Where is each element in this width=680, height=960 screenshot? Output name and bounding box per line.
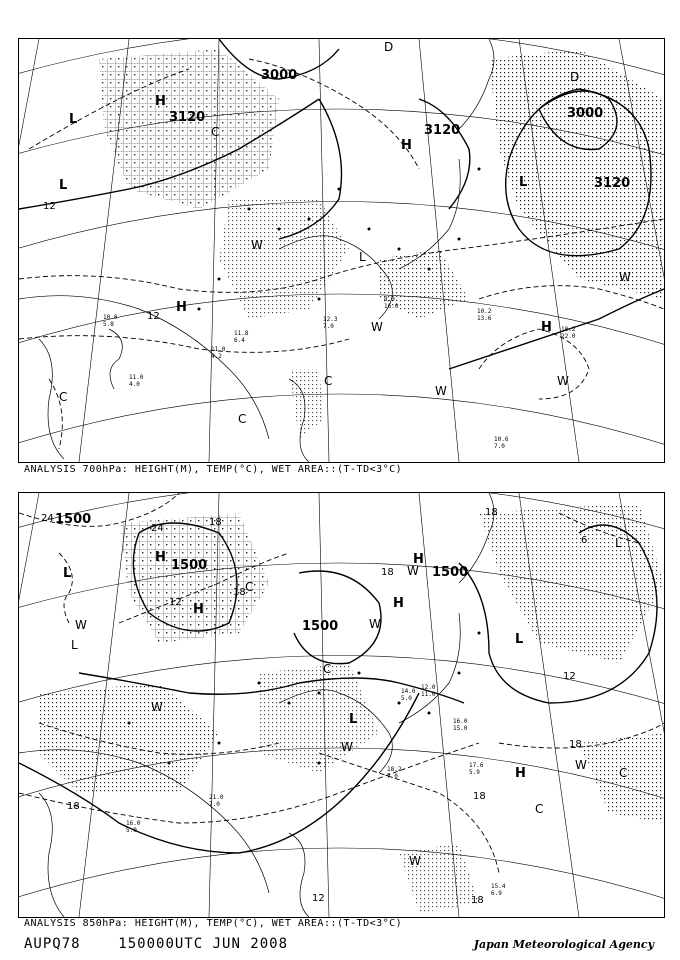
warm-marker: W [371, 320, 383, 334]
isotherm-label: 6 [581, 535, 588, 546]
isotherm-label: 18 [471, 895, 484, 906]
height-label: 3120 [594, 176, 631, 191]
station-obs: 11.0 4.0 [129, 374, 144, 388]
isotherm-label: 18 [381, 567, 394, 578]
isotherm-label: 18 [485, 507, 498, 518]
station-obs: 12.3 7.0 [323, 316, 338, 330]
warm-marker: W [251, 238, 263, 252]
map-panel-850hpa [18, 492, 665, 918]
station-obs: 12.0 11.0 [421, 684, 436, 698]
station-obs: 10.2 13.6 [477, 308, 492, 322]
station-obs: 14.0 5.0 [401, 688, 416, 702]
isotherm-label: 18 [233, 587, 246, 598]
height-label: 3120 [424, 123, 461, 138]
warm-marker: W [407, 564, 419, 578]
high-center: H [413, 552, 424, 567]
isotherm-label: 18 [473, 791, 486, 802]
height-label: 1500 [432, 565, 469, 580]
isotherm-label: 18 [569, 739, 582, 750]
station-obs: 15.4 6.9 [491, 883, 506, 897]
warm-marker: W [75, 618, 87, 632]
low-center: L [519, 175, 528, 190]
cold-marker: C [619, 766, 628, 780]
isotherm-label: 18 [209, 517, 222, 528]
map-850hpa-svg [19, 493, 664, 917]
station-obs: 11.0 4.2 [211, 346, 226, 360]
height-label: 1500 [302, 619, 339, 634]
cold-marker: C [59, 390, 68, 404]
agency-name: Japan Meteorological Agency [473, 938, 654, 951]
isotherm-label: 18 [67, 801, 80, 812]
warm-marker: W [369, 617, 381, 631]
isotherm-label: 12 [43, 201, 56, 212]
station-obs: 10.6 7.0 [494, 436, 509, 450]
low-center: L [71, 638, 78, 652]
station-obs: 16.0 5.0 [126, 820, 141, 834]
station-obs: 16.0 15.0 [453, 718, 468, 732]
center-marker: D [384, 40, 394, 54]
high-center: H [176, 300, 187, 315]
cold-marker: C [211, 125, 220, 139]
low-center: L [69, 112, 78, 127]
low-center: L [615, 536, 622, 550]
warm-marker: W [341, 740, 353, 754]
map-700hpa-svg [19, 39, 664, 462]
cold-marker: C [245, 580, 254, 594]
high-center: H [515, 766, 526, 781]
cold-marker: C [323, 662, 332, 676]
warm-marker: W [557, 374, 569, 388]
low-center: L [63, 566, 72, 581]
center-marker: D [570, 70, 580, 84]
high-center: H [393, 596, 404, 611]
high-center: H [193, 602, 204, 617]
low-center: L [349, 712, 358, 727]
high-center: H [155, 94, 166, 109]
station-obs: 18.2 7.0 [387, 766, 402, 780]
isotherm-label: 24 [41, 513, 54, 524]
chart-code: AUPQ78 [24, 936, 81, 952]
caption-700hpa: ANALYSIS 700hPa: HEIGHT(M), TEMP(°C), WET AREA::(T-TD<3°C) [24, 464, 403, 475]
station-obs: 10.2 22.0 [561, 326, 576, 340]
high-center: H [401, 138, 412, 153]
isotherm-label: 12 [563, 671, 576, 682]
height-label: 1500 [171, 558, 208, 573]
low-center: L [59, 178, 68, 193]
isotherm-label: 12 [147, 311, 160, 322]
station-obs: 8.0 16.0 [384, 296, 399, 310]
station-obs: 17.6 5.9 [469, 762, 484, 776]
valid-time: 150000UTC JUN 2008 [118, 936, 289, 952]
chart-id-and-time [24, 936, 288, 952]
caption-850hpa: ANALYSIS 850hPa: HEIGHT(M), TEMP(°C), WET AREA::(T-TD<3°C) [24, 918, 403, 929]
warm-marker: W [575, 758, 587, 772]
warm-marker: W [409, 854, 421, 868]
isotherm-label: 24 [151, 523, 164, 534]
station-obs: 10.0 5.8 [103, 314, 118, 328]
isotherm-label: 12 [312, 893, 325, 904]
high-center: H [541, 320, 552, 335]
cold-marker: C [238, 412, 247, 426]
isotherm-label: 12 [169, 597, 182, 608]
station-obs: 21.0 7.0 [209, 794, 224, 808]
station-obs: 11.8 6.4 [234, 330, 249, 344]
low-center: L [359, 250, 366, 264]
warm-marker: W [619, 270, 631, 284]
warm-marker: W [435, 384, 447, 398]
height-label: 3000 [261, 68, 298, 83]
height-label: 1500 [55, 512, 92, 527]
low-center: L [515, 632, 524, 647]
high-center: H [155, 550, 166, 565]
warm-marker: W [151, 700, 163, 714]
cold-marker: C [535, 802, 544, 816]
cold-marker: C [324, 374, 333, 388]
map-panel-700hpa [18, 38, 665, 463]
height-label: 3120 [169, 110, 206, 125]
station-observations [103, 296, 576, 450]
height-label: 3000 [567, 106, 604, 121]
